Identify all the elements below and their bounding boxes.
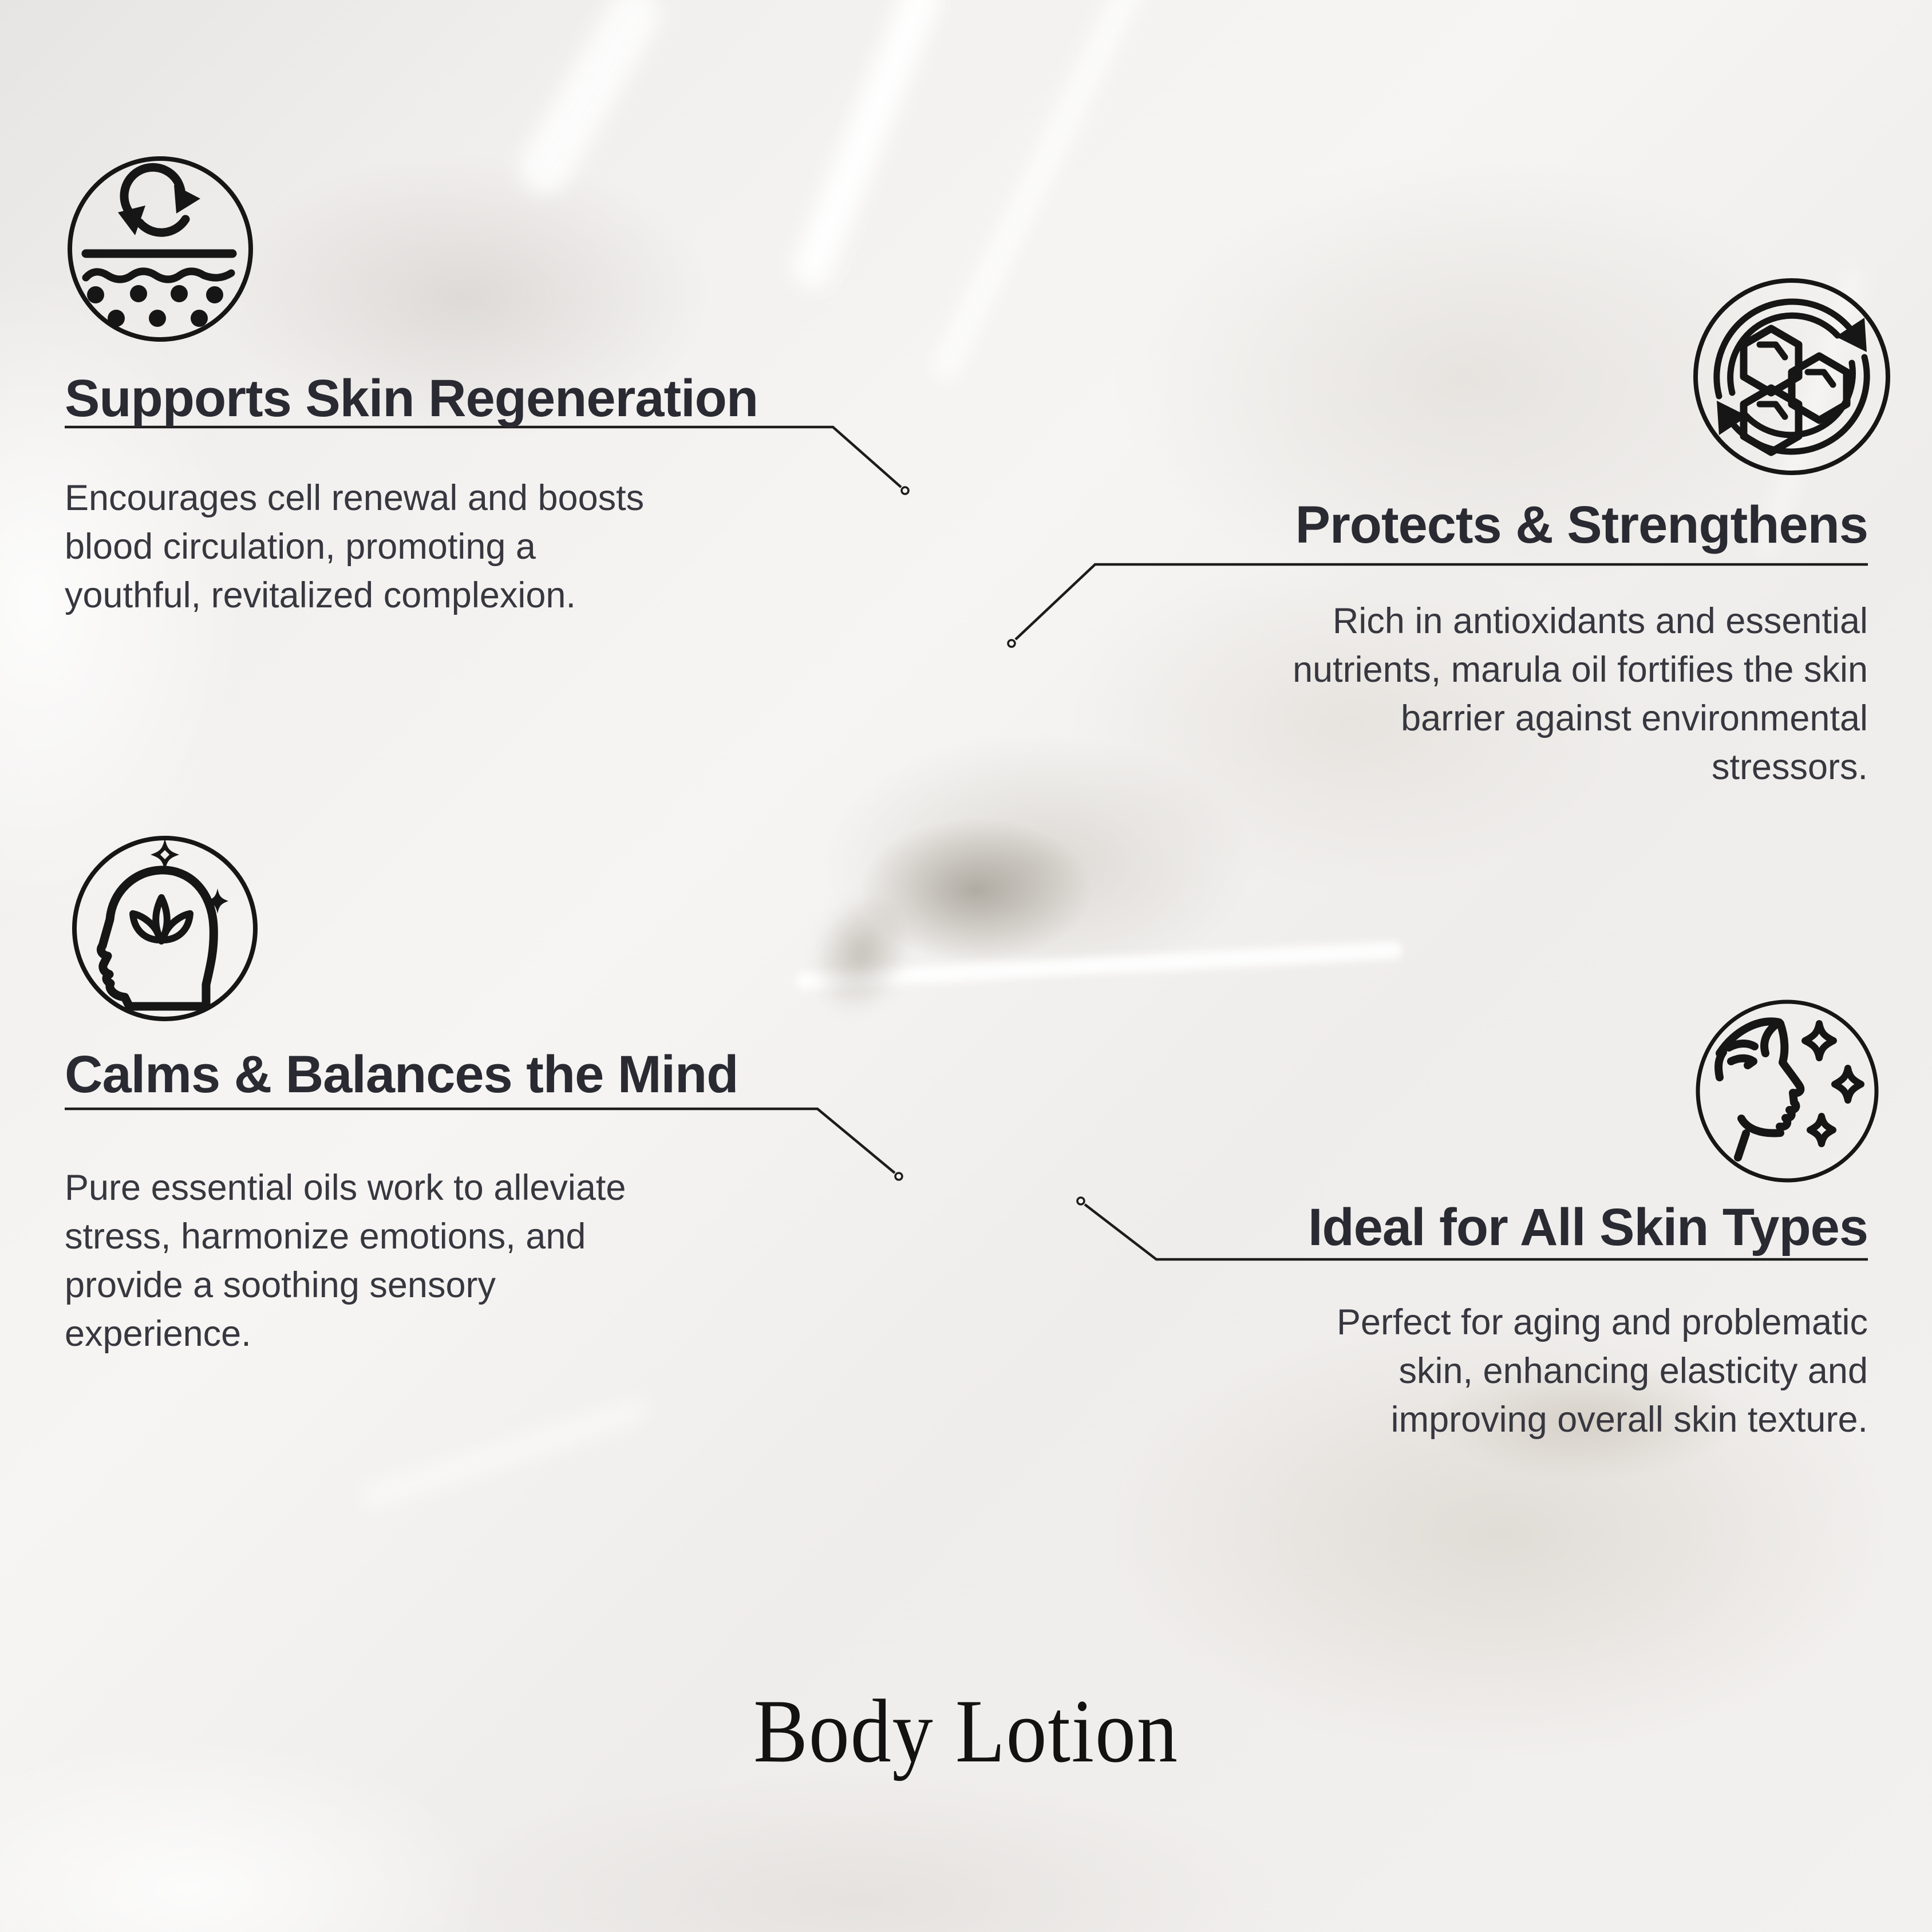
feature-description: Perfect for aging and problematic skin, enhancing elasticity and improving overall skin texture. (1336, 1302, 1868, 1440)
feature-title: Supports Skin Regeneration (65, 369, 758, 428)
connector-end-dot (1077, 1198, 1084, 1204)
feature-title: Calms & Balances the Mind (65, 1045, 738, 1104)
feature-description: Pure essential oils work to alleviate stress, harmonize emotions, and provide a soothing sensory experience. (65, 1168, 626, 1354)
gloss-streak (510, 0, 669, 204)
gloss-streak (928, 0, 1147, 384)
all-skin-types-icon (1693, 997, 1881, 1185)
feature-title: Protects & Strengthens (1295, 496, 1868, 554)
feature-description: Rich in antioxidants and essential nutrients, marula oil fortifies the skin barrier against environmental stressors. (1293, 601, 1868, 787)
feature-description: Encourages cell renewal and boosts blood circulation, promoting a youthful, revitalized complexion. (65, 478, 645, 615)
calm-mind-icon (70, 833, 260, 1024)
gloss-streak (359, 1397, 649, 1511)
connector-end-dot (1008, 640, 1015, 647)
protects-strengthens-icon (1690, 275, 1894, 479)
cream-fold-shadow (788, 870, 935, 1036)
skin-regeneration-icon (64, 153, 256, 345)
gloss-streak (787, 0, 948, 293)
connector-end-dot (895, 1173, 902, 1180)
product-name: Body Lotion (753, 1681, 1179, 1781)
connector-end-dot (902, 487, 908, 494)
feature-title: Ideal for All Skin Types (1307, 1198, 1868, 1257)
